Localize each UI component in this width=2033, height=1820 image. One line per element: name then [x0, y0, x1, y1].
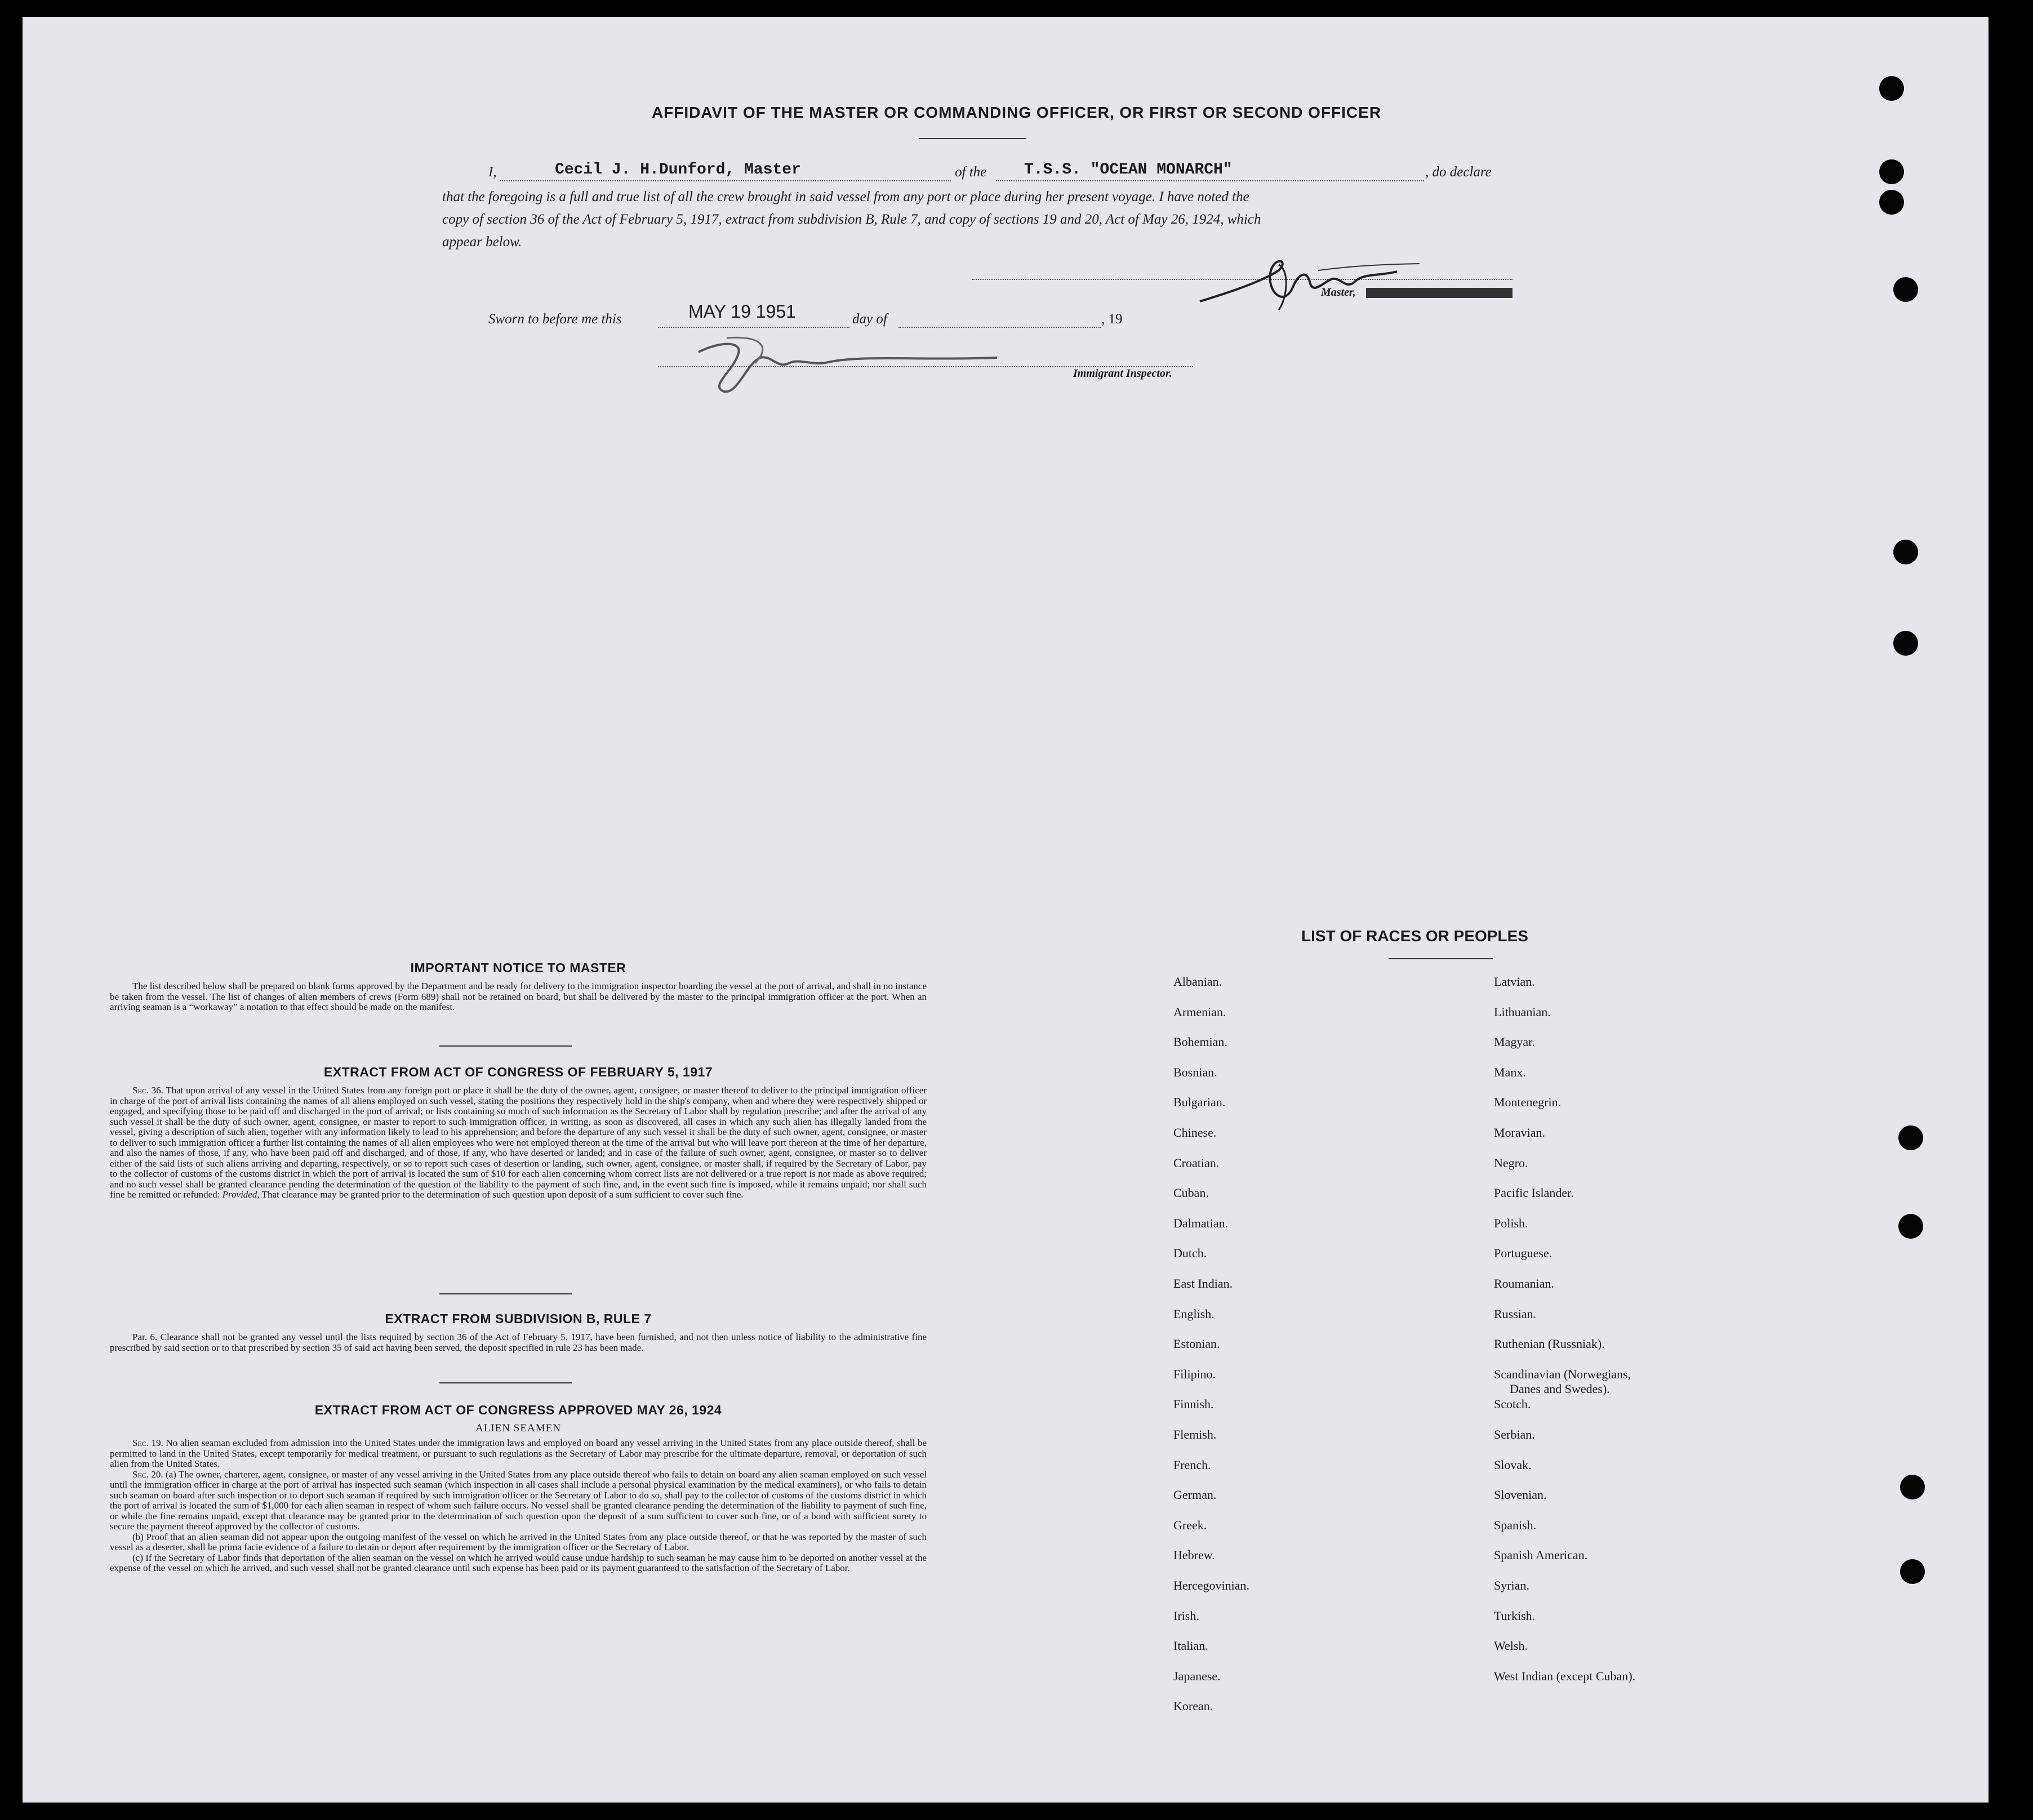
rule7-paragraph: Par. 6. Clearance shall not be granted any vessel until the lists required by section 36 of the Act of February 5, 1917, have been furnished, and not then unless notice of liability to the administrative fine prescribed by said section or to that prescribed by section 35 of said act having been served, the deposit specified in rule 23 has been made.	[110, 1332, 927, 1353]
affidavit-body-line3: appear below.	[442, 234, 522, 250]
race-item-left: Bulgarian.	[1173, 1095, 1226, 1110]
race-item-left: Hebrew.	[1173, 1548, 1215, 1563]
sworn-date-line	[658, 327, 849, 328]
race-item-left: Dalmatian.	[1173, 1216, 1229, 1230]
race-item-left: Chinese.	[1173, 1125, 1217, 1140]
punch-hole-4	[1893, 277, 1918, 302]
extract-1924-text	[110, 1438, 927, 1574]
race-item-right: Russian.	[1494, 1306, 1537, 1321]
heading-underline	[919, 138, 1026, 139]
race-item-right: Pacific Islander.	[1494, 1186, 1574, 1200]
punch-hole-5	[1893, 540, 1918, 564]
race-item-left: Croatian.	[1173, 1155, 1220, 1170]
race-item-left: Korean.	[1173, 1699, 1213, 1714]
affidavit-body	[442, 186, 1512, 253]
race-item-left: Japanese.	[1173, 1668, 1221, 1683]
race-item-right: Danes and Swedes).	[1510, 1381, 1610, 1396]
sec36-text: That upon arrival of any vessel in the United States from any foreign port or place it shall be the duty of the owner, agent, consignee, or master thereof to deliver to the principal immigration officer in charge of the port of arrival lists containing the names of all aliens employed on such vessel, stating the positions they respectively hold in the ship's company, when and where they were respectively shipped or engaged, and specifying those to be paid off and discharged in the port of arrival; or lists containing so much of such information as the Secretary of Labor shall by regulation prescribe; and after the arrival of any such vessel it shall be the duty of such owner, agent, consignee, or master to report to such immigration officer, in writing, as soon as discovered, all cases in which any such alien has illegally landed from the vessel, giving a description of such alien, together with any information likely to lead to his apprehension; and before the departure of any such vessel it shall be the duty of such owner, agent, consignee, or master to deliver to such immigration officer a further list containing the names of all alien employees who were not employed thereon at the time of the arrival but who will leave port thereon at the time of her departure, and also the names of those, if any, who have been paid off and discharged, and of those, if any, who have deserted or landed; and in case of the failure of such owner, agent, consignee, or master so to deliver either of the said lists of such aliens arriving and departing, respectively, or so to report such cases of desertion or landing, such owner, agent, consignee, or master shall, if required by the Secretary of Labor, pay to the collector of customs of the customs district in which the port of arrival is located the sum of $10 for each alien concerning whom correct lists are not delivered or a true report is not made as above required; and no such vessel shall be granted clearance pending the determination of the question of the liability to the payment of such fine, and, in the event such fine is imposed, while it remains unpaid; nor shall such fine be remitted or refunded:	[110, 1085, 927, 1200]
inspector-label: Immigrant Inspector.	[1073, 367, 1172, 380]
month-line	[898, 327, 1101, 328]
inspector-signature	[693, 330, 1008, 397]
race-item-left: Irish.	[1173, 1608, 1199, 1623]
race-item-right: Spanish.	[1494, 1518, 1537, 1532]
race-item-right: Scandinavian (Norwegians,	[1494, 1367, 1631, 1381]
notice-heading: IMPORTANT NOTICE TO MASTER	[410, 960, 626, 975]
race-item-right: Moravian.	[1494, 1125, 1546, 1140]
race-item-left: Bohemian.	[1173, 1035, 1227, 1049]
punch-hole-6	[1893, 631, 1918, 656]
affidavit-body-line1: that the foregoing is a full and true list of all the crew brought in said vessel from any port or place during her present voyage. I have noted the	[442, 189, 1249, 204]
race-item-right: Roumanian.	[1494, 1276, 1554, 1291]
sworn-label: Sworn to before me this	[488, 312, 622, 327]
race-item-right: Polish.	[1494, 1216, 1528, 1230]
affidavit-heading: AFFIDAVIT OF THE MASTER OR COMMANDING OFFICER, OR FIRST OR SECOND OFFICER	[651, 104, 1382, 121]
punch-hole-8	[1898, 1214, 1923, 1239]
alien-seamen-heading: ALIEN SEAMEN	[475, 1422, 561, 1434]
extract-1917-section	[110, 1065, 927, 1200]
race-item-left: English.	[1173, 1306, 1215, 1321]
of-the-label: of the	[955, 164, 987, 180]
punch-hole-9	[1900, 1475, 1925, 1499]
day-of-label: day of	[852, 312, 887, 327]
i-label: I,	[488, 164, 497, 180]
divider-1	[439, 1045, 572, 1047]
vessel-name: T.S.S. "OCEAN MONARCH"	[1024, 161, 1233, 179]
master-label: Master,	[1321, 286, 1356, 299]
race-item-right: Latvian.	[1494, 974, 1535, 989]
divider-2	[439, 1293, 572, 1294]
notice-section	[110, 960, 927, 1013]
sec19-text: No alien seaman excluded from admission into the United States under the immigration laws and employed on board any vessel arriving in the United States from any place outside thereof, shall be permitted to land in the United States, except temporarily for medical treatment, or pursuant to such regulations as the Secretary of Labor may prescribe for the ultimate departure, removal, or deportation of such alien from the United States.	[110, 1438, 927, 1469]
extract-1917-heading: EXTRACT FROM ACT OF CONGRESS OF FEBRUARY 5, 1917	[323, 1065, 713, 1079]
notice-text	[110, 981, 927, 1013]
punch-hole-10	[1900, 1559, 1925, 1584]
vessel-line	[996, 180, 1424, 181]
extract-1917-text	[110, 1085, 927, 1200]
race-item-right: Slovenian.	[1494, 1488, 1547, 1502]
redacted-title	[1366, 288, 1512, 298]
sec36-label: Sec. 36.	[132, 1085, 163, 1096]
race-item-right: Negro.	[1494, 1155, 1528, 1170]
race-item-right: Lithuanian.	[1494, 1004, 1551, 1019]
race-item-left: French.	[1173, 1457, 1211, 1472]
declarant-name: Cecil J. H.Dunford, Master	[555, 161, 801, 179]
sworn-date-stamp: MAY 19 1951	[688, 301, 796, 322]
race-item-left: Hercegovinian.	[1173, 1578, 1249, 1592]
race-item-left: East Indian.	[1173, 1276, 1233, 1291]
race-item-right: Scotch.	[1494, 1397, 1531, 1412]
proviso-label: Provided,	[222, 1189, 260, 1200]
extract-1924-section	[110, 1403, 927, 1574]
extract-rule7-section	[110, 1311, 927, 1353]
sec20a-text: (a) The owner, charterer, agent, consignee, or master of any vessel arriving in the United States from any place outside thereof who fails to detain on board any alien seaman employed on such vessel until the immigration officer in charge at the port of arrival has inspected such seaman (which inspection in all cases shall include a personal physical examination by the medical examiners), or who fails to detain such seaman on board after such inspection or to deport such seaman if required by such immigration officer or the Secretary of Labor to do so, shall pay to the collector of customs of the customs district in which the port of arrival is located the sum of $1,000 for each alien seaman in respect of whom such failure occurs. No vessel shall be granted clearance pending the determination of the liability to payment of such fine, or while the fine remains unpaid, except that clearance may be granted prior to the determination of such question upon the deposit of a sum sufficient to cover such fine, or of a bond with sufficient surety to secure the payment thereof approved by the collector of customs.	[110, 1469, 927, 1532]
punch-hole-2	[1879, 159, 1904, 184]
race-item-right: Manx.	[1494, 1065, 1526, 1079]
punch-hole-7	[1898, 1125, 1923, 1150]
affidavit-body-line2: copy of section 36 of the Act of February 5, 1917, extract from subdivision B, Rule 7, and copy of sections 19 and 20, Act of May 26, 1924, which	[442, 212, 1261, 227]
sec20b-text: (b) Proof that an alien seaman did not appear upon the outgoing manifest of the vessel on which he arrived in the United States from any place outside thereof, or that he was reported by the master of such vessel as a deserter, shall be prima facie evidence of a failure to detain or deport after requirement by the immigration officer or the Secretary of Labor.	[110, 1531, 927, 1552]
sec20-label: Sec. 20.	[132, 1469, 163, 1480]
race-item-left: Dutch.	[1173, 1246, 1207, 1261]
punch-hole-3	[1879, 190, 1904, 215]
punch-hole-1	[1879, 76, 1904, 101]
race-item-left: Flemish.	[1173, 1427, 1217, 1441]
proviso-text: That clearance may be granted prior to the determination of such question upon deposit of a sum sufficient to cover such fine.	[261, 1189, 744, 1200]
race-item-left: Greek.	[1173, 1518, 1207, 1532]
race-item-left: Italian.	[1173, 1639, 1208, 1653]
race-item-right: Slovak.	[1494, 1457, 1532, 1472]
extract-1924-heading: EXTRACT FROM ACT OF CONGRESS APPROVED MAY 26, 1924	[314, 1403, 722, 1417]
sec19-label: Sec. 19.	[132, 1438, 163, 1448]
do-declare-label: , do declare	[1425, 164, 1492, 180]
sec20c-text: (c) If the Secretary of Labor finds that deportation of the alien seaman on the vessel on which he arrived would cause undue hardship to such seaman he may cause him to be deported on another vessel at the expense of the vessel on which he arrived, and such vessel shall not be granted clearance until such expense has been paid or its payment guaranteed to the satisfaction of the Secretary of Labor.	[110, 1552, 927, 1573]
race-item-left: Albanian.	[1173, 974, 1222, 989]
master-signature	[1194, 248, 1431, 315]
race-item-left: Finnish.	[1173, 1397, 1214, 1412]
divider-3	[439, 1382, 572, 1383]
extract-rule7-heading: EXTRACT FROM SUBDIVISION B, RULE 7	[385, 1311, 652, 1326]
declarant-line	[500, 180, 951, 181]
race-item-left: Estonian.	[1173, 1337, 1220, 1351]
race-item-right: Portuguese.	[1494, 1246, 1552, 1261]
race-item-right: Ruthenian (Russniak).	[1494, 1337, 1605, 1351]
race-item-right: Welsh.	[1494, 1639, 1528, 1653]
race-item-right: Montenegrin.	[1494, 1095, 1562, 1110]
race-item-right: Turkish.	[1494, 1608, 1536, 1623]
race-item-right: West Indian (except Cuban).	[1494, 1668, 1636, 1683]
races-heading: LIST OF RACES OR PEOPLES	[1301, 927, 1528, 945]
notice-paragraph: The list described below shall be prepared on blank forms approved by the Department and be ready for delivery to the immigration inspector boarding the vessel at the port of arrival, and shall in no instance be taken from the vessel. The list of changes of alien members of crews (Form 689) shall not be retained on board, but shall be delivered by the master to the principal immigration officer at the port. When an arriving seaman is a “workaway” a notation to that effect should be made on the manifest.	[110, 981, 927, 1012]
race-item-left: Armenian.	[1173, 1004, 1226, 1019]
race-item-right: Serbian.	[1494, 1427, 1535, 1441]
extract-rule7-text	[110, 1332, 927, 1353]
race-item-right: Magyar.	[1494, 1035, 1535, 1049]
year-label: , 19	[1101, 312, 1123, 327]
race-item-left: Filipino.	[1173, 1367, 1216, 1381]
race-item-left: Bosnian.	[1173, 1065, 1217, 1079]
race-item-right: Syrian.	[1494, 1578, 1529, 1592]
race-item-right: Spanish American.	[1494, 1548, 1588, 1563]
race-item-left: Cuban.	[1173, 1186, 1209, 1200]
races-heading-underline	[1389, 958, 1493, 959]
race-item-left: German.	[1173, 1488, 1217, 1502]
